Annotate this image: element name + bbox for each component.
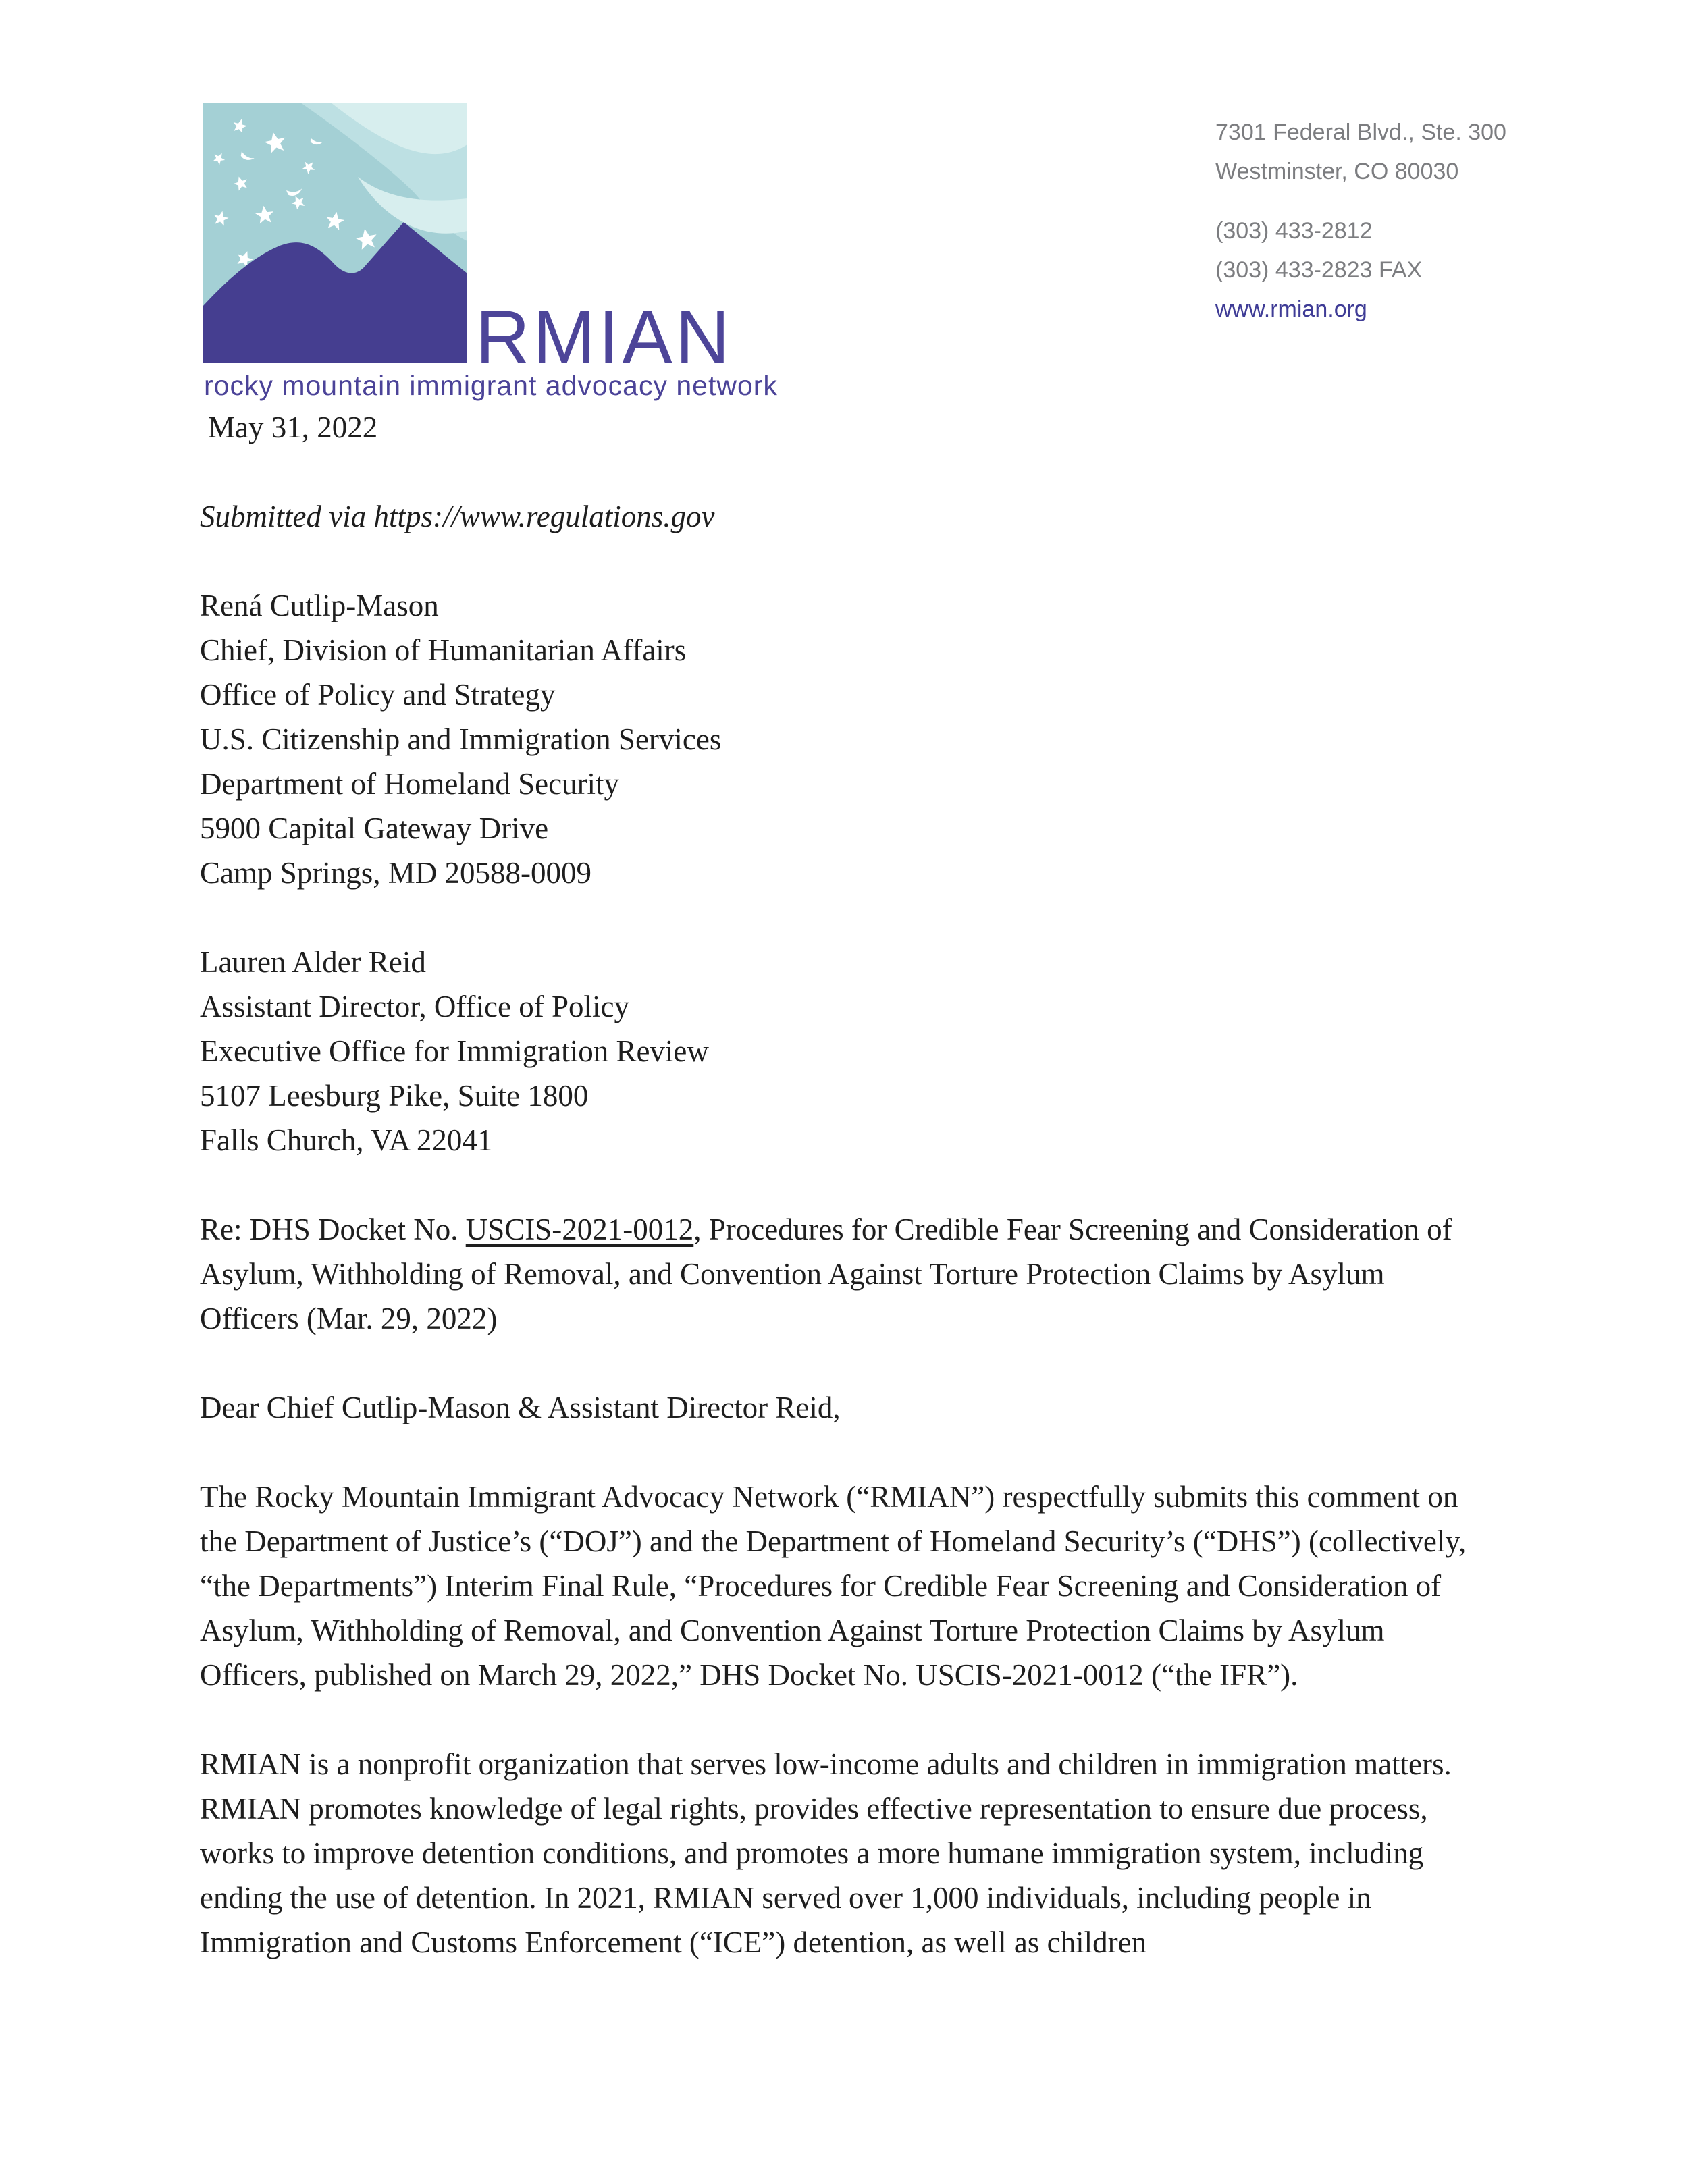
re-line	[200, 1207, 1486, 1341]
recipient-name: Lauren Alder Reid	[200, 945, 426, 979]
body-paragraph-1: The Rocky Mountain Immigrant Advocacy Network (“RMIAN”) respectfully submits this comment on the Department of Justice’s (“DOJ”) and the Department of Homeland Security’s (“DHS”) (collectively, “the Departments”) Interim Final Rule, “Procedures for Credible Fear Screening and Consideration of Asylum, Withholding of Removal, and Convention Against Torture Protection Claims by Asylum Officers, published on March 29, 2022,” DHS Docket No. USCIS-2021-0012 (“the IFR”).	[200, 1480, 1467, 1692]
recipient-city-state-zip: Camp Springs, MD 20588-0009	[200, 856, 592, 890]
recipient-office: Executive Office for Immigration Review	[200, 1034, 709, 1068]
body-paragraph-2: RMIAN is a nonprofit organization that serves low-income adults and children in immigration matters. RMIAN promotes knowledge of legal rights, provides effective representation to ensure due process, works to improve detention conditions, and promotes a more humane immigration system, including ending the use of detention. In 2021, RMIAN served over 1,000 individuals, including people in Immigration and Customs Enforcement (“ICE”) detention, as well as children	[200, 1747, 1452, 1959]
letterhead	[0, 0, 1688, 405]
recipient-street: 5900 Capital Gateway Drive	[200, 811, 549, 845]
re-line-prefix: Re: DHS Docket No.	[200, 1213, 466, 1246]
recipient-title: Chief, Division of Humanitarian Affairs	[200, 633, 687, 667]
letter-date: May 31, 2022	[208, 410, 378, 444]
contact-address-line2: Westminster, CO 80030	[1215, 159, 1459, 184]
letter-body	[200, 405, 1486, 2009]
recipient-block-uscis	[200, 583, 1486, 895]
contact-address-line1: 7301 Federal Blvd., Ste. 300	[1215, 119, 1506, 145]
salutation: Dear Chief Cutlip-Mason & Assistant Director Reid,	[200, 1391, 841, 1424]
submission-note: Submitted via https://www.regulations.gov	[200, 500, 715, 533]
docket-number: USCIS-2021-0012	[465, 1213, 694, 1246]
recipient-street: 5107 Leesburg Pike, Suite 1800	[200, 1079, 589, 1113]
recipient-block-eoir	[200, 940, 1486, 1163]
rmian-logo-image	[203, 103, 467, 363]
contact-fax: (303) 433-2823 FAX	[1215, 257, 1423, 283]
re-line-suffix: , Procedures for Credible Fear Screening and Consideration of Asylum, Withholding of Removal, and Convention Against Torture Protection Claims by Asylum Officers (Mar. 29, 2022)	[200, 1213, 1452, 1335]
recipient-agency: U.S. Citizenship and Immigration Services	[200, 722, 722, 756]
rmian-tagline: rocky mountain immigrant advocacy network	[204, 370, 778, 401]
contact-website-link[interactable]: www.rmian.org	[1215, 296, 1367, 322]
contact-phone: (303) 433-2812	[1215, 218, 1373, 244]
recipient-title: Assistant Director, Office of Policy	[200, 990, 629, 1023]
recipient-name: Rená Cutlip-Mason	[200, 589, 439, 622]
recipient-office: Office of Policy and Strategy	[200, 678, 556, 712]
recipient-city-state-zip: Falls Church, VA 22041	[200, 1123, 493, 1157]
recipient-department: Department of Homeland Security	[200, 767, 620, 801]
rmian-wordmark: RMIAN	[475, 295, 733, 379]
letterhead-contact-info	[1215, 113, 1506, 329]
